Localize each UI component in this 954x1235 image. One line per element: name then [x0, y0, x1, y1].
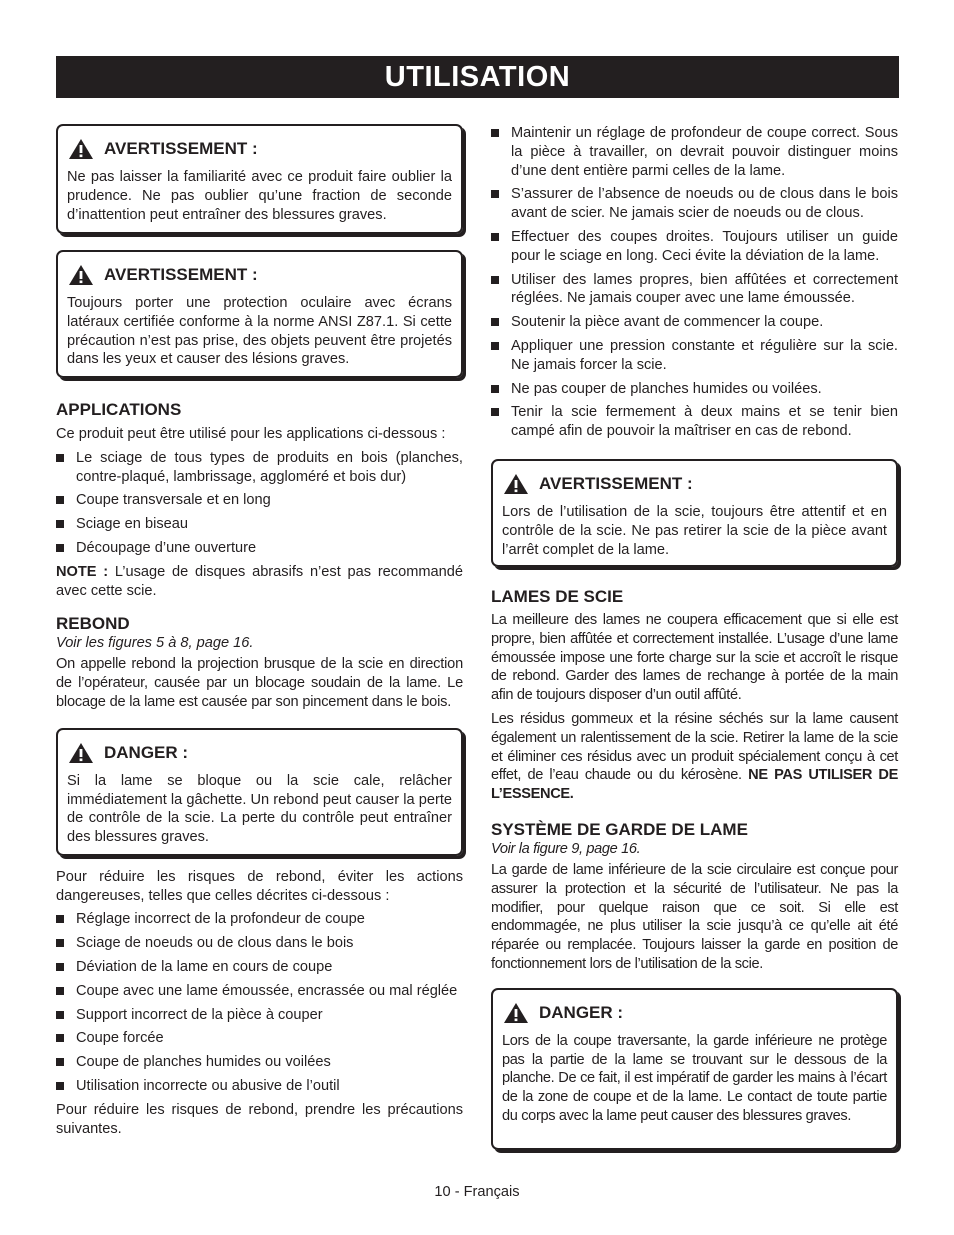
list-item: Découpage d’une ouverture [56, 539, 463, 558]
warning-triangle-icon [68, 742, 94, 764]
list-item: Le sciage de tous types de produits en bois (planches, contre-plaqué, lambrissage, aggloméré et bois dur) [56, 449, 463, 487]
rebond-figure-reference: Voir les figures 5 à 8, page 16. [56, 635, 254, 652]
danger-title: DANGER : [539, 1002, 624, 1022]
causes-list [56, 910, 463, 1095]
warning-text: Lors de l’utilisation de la scie, toujours être attentif et en contrôle de la scie. Ne pas retirer la scie de la pièce avant l’arrêt complet de la lame. [502, 503, 887, 558]
warning-title: AVERTISSEMENT : [104, 139, 258, 158]
right-column [491, 124, 898, 1150]
causes-outro: Pour réduire les risques de rebond, prendre les précautions suivantes. [56, 1101, 463, 1137]
warning-triangle-icon [68, 264, 94, 286]
blade-guard-text: La garde de lame inférieure de la scie circulaire est conçue pour assurer la protection et la sécurité de l’utilisateur. Ne pas la modifier, pour quelque raison que ce soit. Si elle est endommagée, ne plus utiliser la scie jusqu’à ce qu’elle ait été réparée ou remplacée. Toujours laisser la garde en position de fonctionnement lors de l’utilisation de la scie. [491, 861, 898, 972]
list-item: Sciage de noeuds ou de clous dans le bois [56, 934, 463, 953]
applications-list [56, 449, 463, 558]
applications-heading: APPLICATIONS [56, 400, 182, 419]
warning-triangle-icon [503, 1002, 529, 1024]
danger-text: Si la lame se bloque ou la scie cale, relâcher immédiatement la gâchette. Un rebond peut causer la perte de contrôle de la scie. La perte du contrôle peut entraîner des blessures graves. [67, 772, 452, 846]
list-item: Utiliser des lames propres, bien affûtées et correctement réglées. Ne jamais couper avec une lame émoussée. [491, 271, 898, 309]
list-item: S’assurer de l’absence de noeuds ou de clous dans le bois avant de scier. Ne jamais scier de noeuds ou de clous. [491, 185, 898, 223]
warning-box-eye-protection [56, 250, 463, 378]
saw-blades-paragraph-2: Les résidus gommeux et la résine séchés sur la lame causent également un ralentissement de la scie. Retirer la lame de la scie et éliminer ces résidus avec un produit spécialement conçu à cet effet, de l’eau chaude ou du kérosène. NE PAS UTILISER DE L’ESSENCE. [491, 710, 898, 803]
warning-title: AVERTISSEMENT : [539, 473, 693, 493]
list-item: Coupe transversale et en long [56, 491, 463, 510]
saw-blades-section [491, 587, 898, 804]
note-label: NOTE : [56, 563, 109, 580]
danger-box-blade-jam [56, 728, 463, 856]
page-header-banner [56, 56, 899, 98]
blade-guard-figure-reference: Voir la figure 9, page 16. [491, 840, 641, 857]
rebond-section [56, 614, 463, 711]
list-item: Support incorrect de la pièce à couper [56, 1006, 463, 1025]
danger-text: Lors de la coupe traversante, la garde inférieure ne protège pas la partie de la lame se trouvant sur le dessous de la planche. De ce fait, il est impératif de garder les mains à l’écart de la zone de coupe et de la lame. Le contact de toute partie du corps avec la lame peut causer des blessures graves. [502, 1032, 887, 1124]
left-column [56, 124, 463, 1138]
saw-blades-heading: LAMES DE SCIE [491, 586, 624, 606]
list-item: Déviation de la lame en cours de coupe [56, 958, 463, 977]
precautions-list [491, 124, 898, 441]
list-item: Appliquer une pression constante et régulière sur la scie. Ne jamais forcer la scie. [491, 337, 898, 375]
causes-intro: Pour réduire les risques de rebond, éviter les actions dangereuses, telles que celles décrites ci-dessous : [56, 868, 463, 904]
no-gasoline-warning: NE PAS UTILISER DE L’ESSENCE. [491, 767, 898, 803]
warning-text: Ne pas laisser la familiarité avec ce produit faire oublier la prudence. Ne pas oublier qu’une fraction de seconde d’inattention peut entraîner des blessures graves. [67, 169, 452, 223]
list-item: Coupe forcée [56, 1029, 463, 1048]
rebond-heading: REBOND [56, 614, 130, 634]
applications-section [56, 400, 463, 600]
blade-guard-heading: SYSTÈME DE GARDE DE LAME [491, 819, 748, 839]
rebond-text: On appelle rebond la projection brusque de la scie en direction de l’opérateur, causée par un blocage soudain de la lame. Le blocage de la lame est causée par son pincement dans le bois. [56, 656, 463, 710]
list-item: Maintenir un réglage de profondeur de coupe correct. Sous la pièce à travailler, on devrait pouvoir distinguer moins d’une dent entière parmi celles de la lame. [491, 124, 898, 180]
warning-text: Toujours porter une protection oculaire avec écrans latéraux certifiée conforme à la norme ANSI Z87.1. Si cette précaution n’est pas prise, des objets peuvent être projetés dans les yeux et causer des lésions graves. [67, 295, 452, 368]
list-item: Soutenir la pièce avant de commencer la coupe. [491, 313, 898, 332]
applications-intro: Ce produit peut être utilisé pour les applications ci-dessous : [56, 426, 446, 442]
note-text: L’usage de disques abrasifs n’est pas recommandé avec cette scie. [56, 563, 463, 599]
danger-title: DANGER : [104, 742, 189, 762]
saw-blades-paragraph-1: La meilleure des lames ne coupera efficacement que si elle est propre, bien affûtée et correctement installée. L’usage d’une lame émoussée impose une forte charge sur la scie et accroît le risque de rebond. Garder des lames de rechange à portée de la main afin de toujours disposer d’un outil affûté. [491, 611, 898, 704]
warning-title: AVERTISSEMENT : [104, 265, 258, 284]
page-title: UTILISATION [384, 60, 571, 93]
list-item: Coupe avec une lame émoussée, encrassée ou mal réglée [56, 982, 463, 1001]
applications-note [56, 563, 463, 601]
blade-guard-section [491, 820, 898, 974]
warning-triangle-icon [68, 138, 94, 160]
list-item: Coupe de planches humides ou voilées [56, 1053, 463, 1072]
warning-box-familiarity [56, 124, 463, 234]
warning-box-attention [491, 459, 898, 567]
list-item: Ne pas couper de planches humides ou voilées. [491, 380, 898, 399]
rebond-causes-section [56, 868, 463, 1139]
danger-box-lower-guard [491, 988, 898, 1150]
page-footer: 10 - Français [434, 1184, 520, 1200]
warning-triangle-icon [503, 473, 529, 495]
list-item: Utilisation incorrecte ou abusive de l’outil [56, 1077, 463, 1096]
list-item: Réglage incorrect de la profondeur de coupe [56, 910, 463, 929]
list-item: Tenir la scie fermement à deux mains et se tenir bien campé afin de pouvoir la maîtriser en cas de rebond. [491, 403, 898, 441]
list-item: Sciage en biseau [56, 515, 463, 534]
list-item: Effectuer des coupes droites. Toujours utiliser un guide pour le sciage en long. Ceci évite la déviation de la lame. [491, 228, 898, 266]
